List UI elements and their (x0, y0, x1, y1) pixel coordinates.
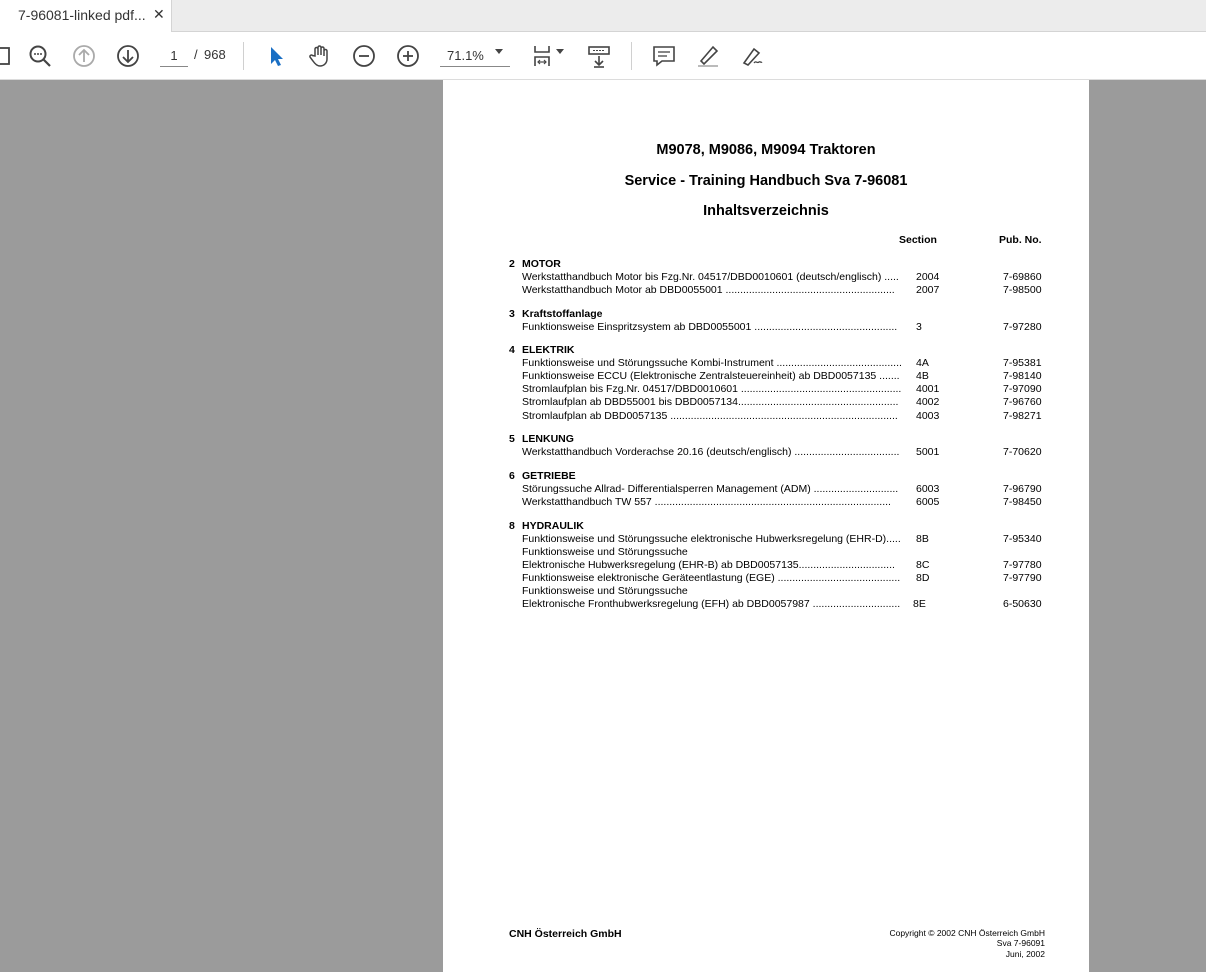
toolbar-divider (631, 42, 632, 70)
toc-entry-section: 4001 (916, 383, 940, 395)
toc-entry-section: 8E (913, 598, 926, 610)
toc-entry-text: Stromlaufplan ab DBD55001 bis DBD0057134....................................................... (522, 396, 899, 408)
footer-company: CNH Österreich GmbH (509, 928, 622, 940)
pub-no-column-header: Pub. No. (999, 234, 1042, 246)
page-separator: / (194, 47, 198, 62)
rotate-scroll-icon[interactable] (585, 42, 613, 70)
section-column-header: Section (899, 234, 937, 246)
toc-entry-section: 4003 (916, 410, 940, 422)
group-title: Kraftstoffanlage (522, 308, 603, 320)
group-title: HYDRAULIK (522, 520, 584, 532)
tab-close-icon[interactable]: ✕ (153, 6, 165, 22)
toc-entry-pub: 7-98140 (1003, 370, 1042, 382)
toc-entry-pub: 6-50630 (1003, 598, 1042, 610)
footer-doc-number: Sva 7-96091 (996, 938, 1045, 948)
toc-entry-text: Funktionsweise ECCU (Elektronische Zentralsteuereinheit) ab DBD0057135 ....... (522, 370, 900, 382)
hand-tool-icon[interactable] (306, 42, 334, 70)
toc-entry-pub: 7-70620 (1003, 446, 1042, 458)
toc-entry-pub: 7-98271 (1003, 410, 1042, 422)
toc-entry-section: 6003 (916, 483, 940, 495)
group-number: 2 (509, 258, 515, 270)
toc-entry-pub: 7-96790 (1003, 483, 1042, 495)
toc-entry-pub: 7-95340 (1003, 533, 1042, 545)
toc-entry-pub: 7-97090 (1003, 383, 1042, 395)
fit-options-chevron-icon[interactable] (556, 49, 564, 54)
page-total: 968 (204, 47, 226, 62)
group-title: MOTOR (522, 258, 561, 270)
toc-heading: Inhaltsverzeichnis (703, 203, 829, 219)
toc-entry-section: 8D (916, 572, 930, 584)
toc-entry-pub: 7-97280 (1003, 321, 1042, 333)
sidebar-toggle-icon[interactable] (0, 42, 18, 70)
next-page-icon[interactable] (114, 42, 142, 70)
select-cursor-icon[interactable] (262, 42, 290, 70)
tab-bar (0, 0, 1206, 32)
comment-icon[interactable] (650, 42, 678, 70)
toc-entry-text: Stromlaufplan ab DBD0057135 .............................................................................. (522, 410, 898, 422)
group-number: 6 (509, 470, 515, 482)
group-title: ELEKTRIK (522, 344, 575, 356)
page-number-input[interactable]: 1 (160, 45, 188, 67)
toc-entry-section: 4A (916, 357, 929, 369)
group-number: 5 (509, 433, 515, 445)
toc-entry-pub: 7-98450 (1003, 496, 1042, 508)
toc-entry-pub: 7-96760 (1003, 396, 1042, 408)
chevron-down-icon[interactable] (495, 49, 503, 54)
toc-entry-text: Funktionsweise und Störungssuche (522, 585, 688, 597)
toc-entry-text: Funktionsweise und Störungssuche Kombi-Instrument ........................................... (522, 357, 902, 369)
toc-entry-section: 8B (916, 533, 929, 545)
zoom-out-icon[interactable] (350, 42, 378, 70)
toc-entry-pub: 7-97790 (1003, 572, 1042, 584)
zoom-in-icon[interactable] (394, 42, 422, 70)
tab-title: 7-96081-linked pdf... (18, 7, 146, 23)
toc-entry-text: Elektronische Hubwerksregelung (EHR-B) ab DBD0057135................................. (522, 559, 895, 571)
footer-date: Juni, 2002 (1005, 949, 1045, 959)
group-title: LENKUNG (522, 433, 574, 445)
toc-entry-section: 3 (916, 321, 922, 333)
toc-entry-pub: 7-97780 (1003, 559, 1042, 571)
toc-entry-text: Funktionsweise und Störungssuche elektronische Hubwerksregelung (EHR-D)..... (522, 533, 901, 545)
document-subtitle: Service - Training Handbuch Sva 7-96081 (624, 173, 908, 189)
toc-entry-section: 4002 (916, 396, 940, 408)
toc-entry-section: 2007 (916, 284, 940, 296)
toc-entry-pub: 7-69860 (1003, 271, 1042, 283)
toc-entry-section: 2004 (916, 271, 940, 283)
pdf-page (443, 80, 1089, 972)
toc-entry-text: Werkstatthandbuch Motor bis Fzg.Nr. 04517/DBD0010601 (deutsch/englisch) ..... (522, 271, 899, 283)
toc-entry-text: Werkstatthandbuch TW 557 ................................................................................. (522, 496, 891, 508)
highlight-pen-icon[interactable] (694, 42, 722, 70)
toc-entry-text: Werkstatthandbuch Vorderachse 20.16 (deutsch/englisch) .................................... (522, 446, 900, 458)
toc-entry-text: Funktionsweise elektronische Geräteentlastung (EGE) .......................................... (522, 572, 901, 584)
toc-entry-text: Funktionsweise Einspritzsystem ab DBD0055001 ................................................. (522, 321, 898, 333)
group-number: 4 (509, 344, 515, 356)
zoom-level-select[interactable]: 71.1% (440, 45, 510, 67)
toolbar-divider (243, 42, 244, 70)
toc-entry-text: Stromlaufplan bis Fzg.Nr. 04517/DBD0010601 ....................................................... (522, 383, 902, 395)
pdf-toolbar (0, 32, 1206, 80)
toc-entry-text: Elektronische Fronthubwerksregelung (EFH) ab DBD0057987 .............................. (522, 598, 901, 610)
toc-entry-text: Störungssuche Allrad- Differentialsperren Management (ADM) ............................. (522, 483, 899, 495)
footer-copyright: Copyright © 2002 CNH Österreich GmbH (889, 928, 1045, 938)
toc-entry-pub: 7-98500 (1003, 284, 1042, 296)
previous-page-icon[interactable] (70, 42, 98, 70)
sign-pen-icon[interactable] (738, 42, 766, 70)
toc-entry-section: 5001 (916, 446, 940, 458)
document-title: M9078, M9086, M9094 Traktoren (656, 142, 876, 158)
group-number: 8 (509, 520, 515, 532)
toc-entry-section: 4B (916, 370, 929, 382)
group-title: GETRIEBE (522, 470, 576, 482)
group-number: 3 (509, 308, 515, 320)
toc-entry-section: 8C (916, 559, 930, 571)
toc-entry-text: Werkstatthandbuch Motor ab DBD0055001 .......................................................... (522, 284, 895, 296)
document-tab[interactable] (0, 0, 172, 32)
fit-page-icon[interactable] (530, 42, 558, 70)
toc-entry-section: 6005 (916, 496, 940, 508)
search-icon[interactable] (26, 42, 54, 70)
toc-entry-text: Funktionsweise und Störungssuche (522, 546, 688, 558)
toc-entry-pub: 7-95381 (1003, 357, 1042, 369)
